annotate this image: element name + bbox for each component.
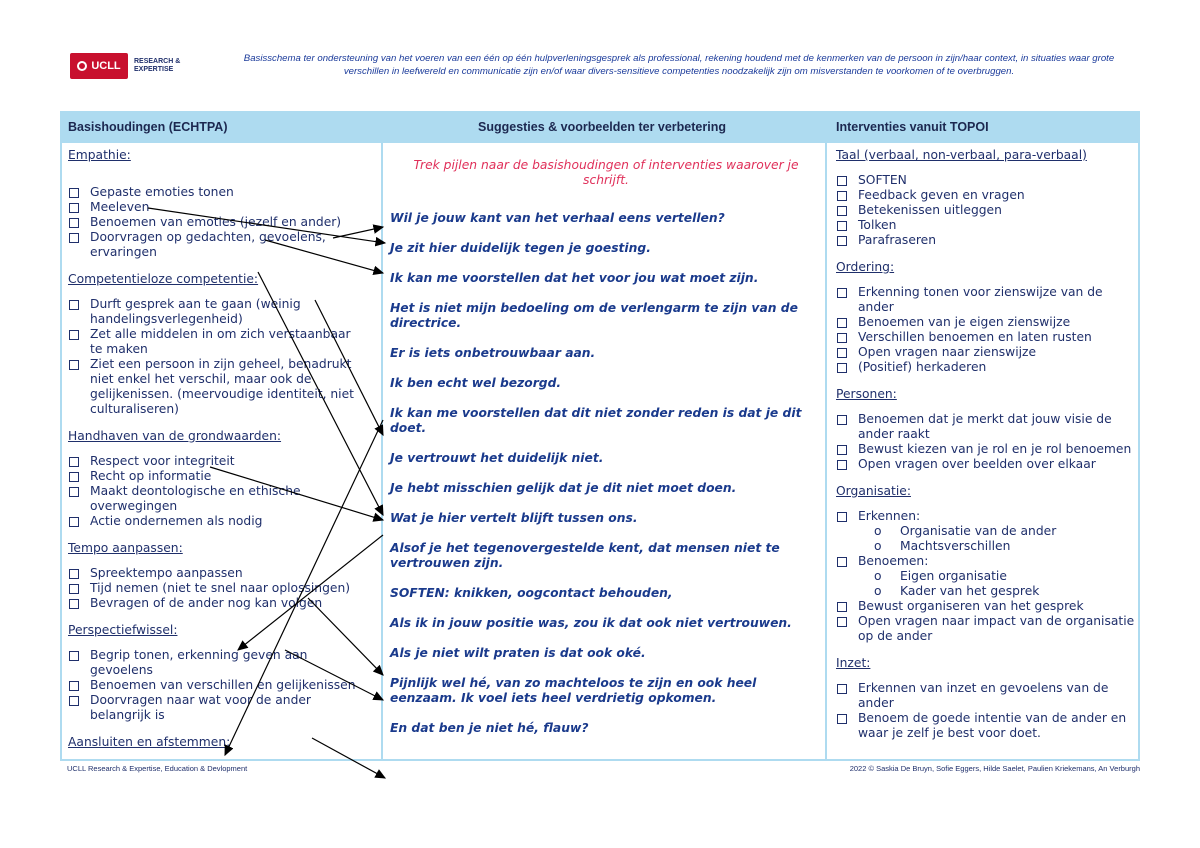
suggestion-text: Ik kan me voorstellen dat het voor jou wat moet zijn.	[390, 271, 759, 285]
suggestion-text: Je zit hier duidelijk tegen je goesting.	[390, 241, 651, 255]
checkbox-item: Bevragen of de ander nog kan volgen	[68, 596, 358, 611]
section-title: Competentieloze competentie:	[68, 272, 259, 286]
section-title: Ordering:	[836, 260, 895, 274]
checkbox-item: Parafraseren	[836, 233, 1136, 248]
section-title: Organisatie:	[836, 484, 911, 498]
section-title: Inzet:	[836, 656, 871, 670]
checkbox-item: Erkennen:	[836, 509, 1136, 524]
sub-item: o Eigen organisatie	[836, 569, 1136, 584]
ucll-logo-mark: UCLL	[70, 53, 128, 79]
header-suggesties: Suggesties & voorbeelden ter verbetering	[478, 120, 726, 134]
header-interventies: Interventies vanuit TOPOI	[836, 120, 989, 134]
checkbox-item: Ziet een persoon in zijn geheel, benadrukt niet enkel het verschil, maar ook de gelijkenissen. (meervoudige identiteit, niet culturaliseren)	[68, 357, 358, 417]
checkbox-item: Erkenning tonen voor zienswijze van de ander	[836, 285, 1136, 315]
instruction-text: Trek pijlen naar de basishoudingen of interventies waarover je schrijft.	[413, 158, 799, 187]
section-title: Personen:	[836, 387, 897, 401]
checkbox-item: Maakt deontologische en ethische overwegingen	[68, 484, 358, 514]
sub-item: o Kader van het gesprek	[836, 584, 1136, 599]
suggestion-text: Alsof je het tegenovergestelde kent, dat mensen niet te vertrouwen zijn.	[390, 541, 780, 570]
suggestion-text: SOFTEN: knikken, oogcontact behouden,	[390, 586, 673, 600]
checkbox-item: Gepaste emoties tonen	[68, 185, 358, 200]
suggestion-text: Ik kan me voorstellen dat dit niet zonder reden is dat je dit doet.	[390, 406, 802, 435]
checkbox-item: Bewust organiseren van het gesprek	[836, 599, 1136, 614]
suggestion-text: Je vertrouwt het duidelijk niet.	[390, 451, 604, 465]
checkbox-item: Verschillen benoemen en laten rusten	[836, 330, 1136, 345]
checkbox-item: Open vragen naar impact van de organisatie op de ander	[836, 614, 1136, 644]
arrow	[333, 227, 383, 238]
suggestion-text: Wat je hier vertelt blijft tussen ons.	[390, 511, 638, 525]
sub-item: o Machtsverschillen	[836, 539, 1136, 554]
checkbox-item: Begrip tonen, erkenning geven aan gevoelens	[68, 648, 358, 678]
checkbox-item: Betekenissen uitleggen	[836, 203, 1136, 218]
footer-right: 2022 © Saskia De Bruyn, Sofie Eggers, Hilde Saelet, Paulien Kriekemans, An Verburgh	[849, 764, 1140, 773]
arrow	[308, 598, 383, 675]
arrow	[315, 300, 383, 435]
section-title: Taal (verbaal, non-verbaal, para-verbaal)	[836, 148, 1087, 162]
checkbox-item: Zet alle middelen in om zich verstaanbaar te maken	[68, 327, 358, 357]
suggestion-text: Ik ben echt wel bezorgd.	[390, 376, 562, 390]
arrow	[148, 208, 385, 243]
checkbox-item: Doorvragen naar wat voor de ander belangrijk is	[68, 693, 358, 723]
arrow	[225, 420, 383, 755]
section-title: Perspectiefwissel:	[68, 623, 178, 637]
footer-left: UCLL Research & Expertise, Education & Devlopment	[67, 764, 248, 773]
arrow	[258, 272, 383, 515]
checkbox-item: Tijd nemen (niet te snel naar oplossingen)	[68, 581, 358, 596]
checkbox-item: Bewust kiezen van je rol en je rol benoemen	[836, 442, 1136, 457]
checkbox-item: Erkennen van inzet en gevoelens van de ander	[836, 681, 1136, 711]
suggestion-text: Het is niet mijn bedoeling om de verlengarm te zijn van de directrice.	[390, 301, 798, 330]
arrow	[238, 535, 383, 650]
checkbox-item: Benoemen dat je merkt dat jouw visie de ander raakt	[836, 412, 1136, 442]
checkbox-item: Benoemen van je eigen zienswijze	[836, 315, 1136, 330]
checkbox-item: Recht op informatie	[68, 469, 358, 484]
checkbox-item: (Positief) herkaderen	[836, 360, 1136, 375]
checkbox-item: Doorvragen op gedachten, gevoelens, ervaringen	[68, 230, 358, 260]
checkbox-item: Tolken	[836, 218, 1136, 233]
checkbox-item: Actie ondernemen als nodig	[68, 514, 358, 529]
suggestion-text: Wil je jouw kant van het verhaal eens vertellen?	[390, 211, 725, 225]
checkbox-item: Meeleven	[68, 200, 358, 215]
section-title: Empathie:	[68, 148, 131, 162]
sub-item: o Organisatie van de ander	[836, 524, 1136, 539]
checkbox-item: Benoemen van verschillen en gelijkenissen	[68, 678, 358, 693]
suggestion-text: Pijnlijk wel hé, van zo machteloos te zijn en ook heel eenzaam. Ik voel iets heel verdrietig opkomen.	[390, 676, 757, 705]
arrow	[285, 650, 383, 700]
header-basishoudingen: Basishoudingen (ECHTPA)	[68, 120, 228, 134]
arrow	[312, 738, 385, 778]
checkbox-item: Durft gesprek aan te gaan (weinig handelingsverlegenheid)	[68, 297, 358, 327]
checkbox-item: SOFTEN	[836, 173, 1136, 188]
ucll-logo-text: RESEARCH & EXPERTISE	[134, 58, 181, 73]
checkbox-item: Feedback geven en vragen	[836, 188, 1136, 203]
checkbox-item: Respect voor integriteit	[68, 454, 358, 469]
checkbox-item: Benoem de goede intentie van de ander en waar je zelf je best voor doet.	[836, 711, 1136, 741]
checkbox-item: Open vragen naar zienswijze	[836, 345, 1136, 360]
intro-text: Basisschema ter ondersteuning van het voeren van een één op één hulpverleningsgesprek als professional, rekening houdend met de kenmerken van de persoon in zijn/haar context, in situaties waar grote verschillen in leefwereld en communicatie zijn en/of waar divers-sensitieve competenties noodzakelijk zijn om misverstanden te voorkomen of te overbruggen.	[243, 53, 1115, 77]
suggestion-text: Als je niet wilt praten is dat ook oké.	[390, 646, 646, 660]
arrow	[265, 240, 383, 273]
section-title: Handhaven van de grondwaarden:	[68, 429, 282, 443]
section-title: Tempo aanpassen:	[68, 541, 183, 555]
suggestion-text: Als ik in jouw positie was, zou ik dat ook niet vertrouwen.	[390, 616, 792, 630]
suggestion-text: En dat ben je niet hé, flauw?	[390, 721, 589, 735]
checkbox-item: Spreektempo aanpassen	[68, 566, 358, 581]
suggestion-text: Er is iets onbetrouwbaar aan.	[390, 346, 596, 360]
checkbox-item: Benoemen van emoties (jezelf en ander)	[68, 215, 358, 230]
checkbox-item: Benoemen:	[836, 554, 1136, 569]
suggestion-text: Je hebt misschien gelijk dat je dit niet moet doen.	[390, 481, 737, 495]
checkbox-item: Open vragen over beelden over elkaar	[836, 457, 1136, 472]
section-title: Aansluiten en afstemmen:	[68, 735, 231, 749]
